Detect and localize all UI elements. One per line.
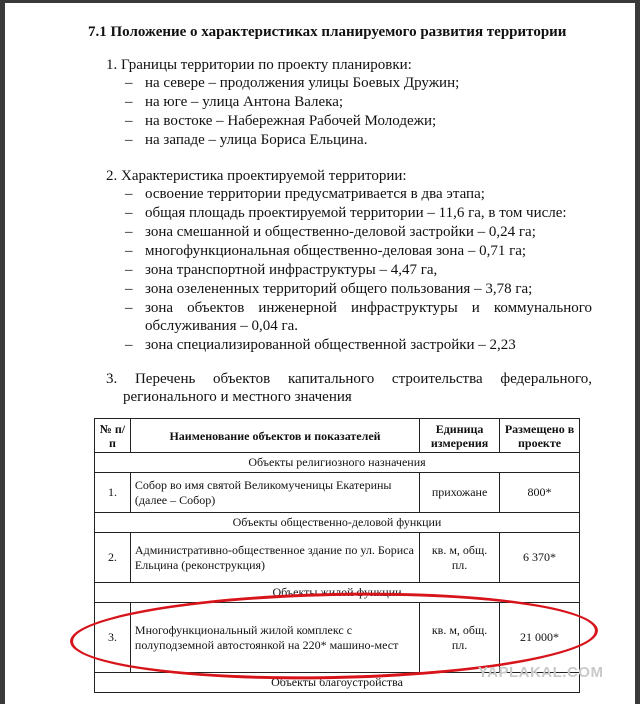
list-item: – общая площадь проектируемой территории – 11,6 га, в том числе: [125,205,567,221]
row-num: 3. [95,603,131,673]
list-item-continuation: обслуживания – 0,04 га. [145,318,299,334]
list-item: – многофункциональная общественно-деловая зона – 0,71 га; [125,243,527,259]
table-group-row: Объекты религиозного назначения [95,453,580,473]
window-border-right [635,0,640,704]
list-item: – зона смешанной и общественно-деловой застройки – 0,24 га; [125,224,536,240]
table-group-row: Объекты общественно-деловой функции [95,513,580,533]
header-name: Наименование объектов и показателей [130,419,419,453]
header-num: № п/п [95,419,131,453]
row-name: Собор во имя святой Великомученицы Екатерины (далее – Собор) [130,473,419,513]
header-unit: Единица измерения [420,419,500,453]
list-item: – на юге – улица Антона Валека; [125,94,344,110]
row-unit: кв. м, общ. пл. [420,603,500,673]
list-item: – зона специализированной общественной застройки – 2,23 [125,337,516,353]
row-name: Многофункциональный жилой комплекс с полуподземной автостоянкой на 220* машино-мест [130,603,419,673]
table-group-row: Объекты жилой функции [95,583,580,603]
section3-title: 3. Перечень объектов капитального строительства федерального, [106,371,592,387]
table-row [95,533,580,583]
section-heading: 7.1 Положение о характеристиках планируемого развития территории [88,24,567,40]
window-border-top [0,0,640,3]
window-border-left [0,0,5,704]
row-unit: прихожане [420,473,500,513]
row-value: 21 000* [500,603,580,673]
list-item: – на западе – улица Бориса Ельцина. [125,132,368,148]
row-num: 1. [95,473,131,513]
table-row [95,473,580,513]
list-item: – освоение территории предусматривается в два этапа; [125,186,485,202]
row-num: 2. [95,533,131,583]
section2-title: 2. Характеристика проектируемой территории: [106,168,407,184]
list-item: зона объектов инженерной инфраструктуры и коммунального [145,300,592,316]
table-group-row: Объекты благоустройства [95,673,580,693]
row-value: 800* [500,473,580,513]
list-item: – зона транспортной инфраструктуры – 4,47 га, [125,262,438,278]
section3-title-continuation: регионального и местного значения [123,389,352,405]
list-item: – зона озелененных территорий общего пользования – 3,78 га; [125,281,533,297]
row-name: Административно-общественное здание по ул. Бориса Ельцина (реконструкция) [130,533,419,583]
section1-title: 1. Границы территории по проекту планировки: [106,57,412,73]
row-value: 6 370* [500,533,580,583]
watermark: YAPLAKAL.COM [478,664,604,681]
table-header-row [95,419,580,453]
header-placed: Размещено в проекте [500,419,580,453]
row-unit: кв. м, общ. пл. [420,533,500,583]
list-item: – на востоке – Набережная Рабочей Молодежи; [125,113,437,129]
list-item-dash: – [125,300,133,316]
list-item: – на севере – продолжения улицы Боевых Дружин; [125,75,460,91]
